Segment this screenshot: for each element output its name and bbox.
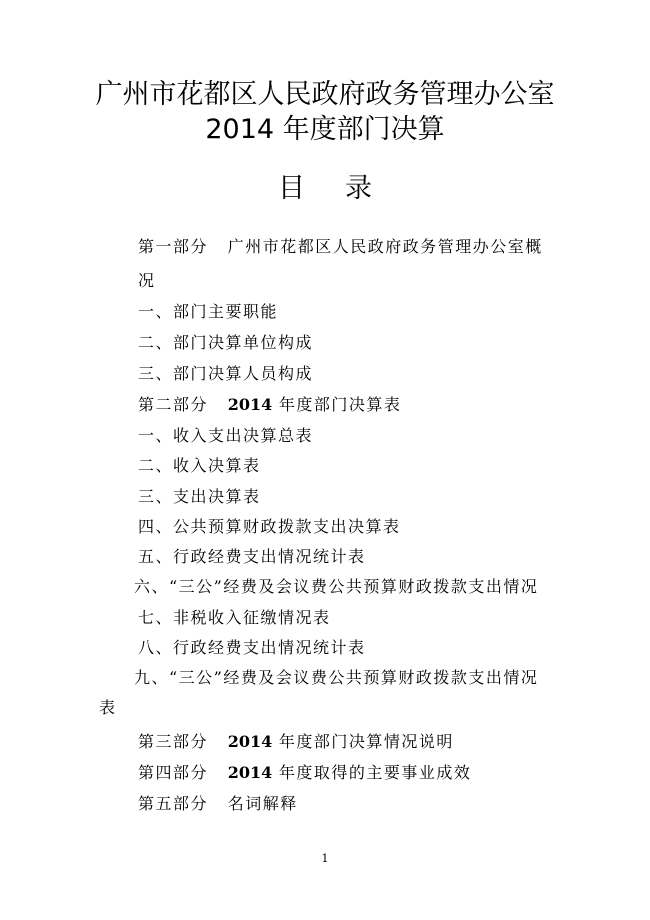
toc-part1-continuation: 况 <box>138 271 156 290</box>
toc-part2-label: 第二部分 <box>138 395 209 414</box>
toc-p1-item3: 三、部门决算人员构成 <box>138 364 314 383</box>
toc-part5 <box>138 793 298 815</box>
toc-part3-label: 第三部分 <box>138 732 209 751</box>
toc-part1 <box>138 236 543 258</box>
toc-part5-title: 名词解释 <box>227 794 298 813</box>
document-title-line1: 广州市花都区人民政府政务管理办公室 <box>95 79 555 110</box>
toc-p2-item5: 五、行政经费支出情况统计表 <box>138 547 366 566</box>
toc-part4-label: 第四部分 <box>138 763 209 782</box>
toc-part1-label: 第一部分 <box>138 237 209 256</box>
toc-part4-title: 年度取得的主要事业成效 <box>278 763 472 782</box>
toc-heading: 目录 <box>278 173 412 204</box>
toc-p2-item7: 七、非税收入征缴情况表 <box>138 608 331 627</box>
toc-part3-title: 年度部门决算情况说明 <box>278 732 454 751</box>
toc-p2-item4: 四、公共预算财政拨款支出决算表 <box>138 517 401 536</box>
toc-part3 <box>138 731 454 753</box>
toc-part2-title: 年度部门决算表 <box>278 395 402 414</box>
toc-part1-title: 广州市花都区人民政府政务管理办公室概 <box>227 237 543 256</box>
toc-p2-item8: 八、行政经费支出情况统计表 <box>138 638 366 657</box>
toc-p1-item2: 二、部门决算单位构成 <box>138 333 314 352</box>
toc-p2-item1: 一、收入支出决算总表 <box>138 426 314 445</box>
toc-part3-year: 2014 <box>227 732 273 751</box>
toc-p2-item9: 九、“三公”经费及会议费公共预算财政拨款支出情况 <box>134 668 539 687</box>
toc-part4 <box>138 762 471 784</box>
toc-p2-item9-continuation: 表 <box>99 698 117 717</box>
toc-p2-item2: 二、收入决算表 <box>138 456 261 475</box>
toc-part5-label: 第五部分 <box>138 794 209 813</box>
toc-p2-item6: 六、“三公”经费及会议费公共预算财政拨款支出情况 <box>134 577 539 596</box>
toc-p2-item3: 三、支出决算表 <box>138 487 261 506</box>
page-number: 1 <box>321 852 329 865</box>
document-title-line2: 2014 年度部门决算 <box>205 114 445 145</box>
toc-part4-year: 2014 <box>227 763 273 782</box>
toc-part2-year: 2014 <box>227 395 273 414</box>
toc-part2 <box>138 394 401 416</box>
toc-p1-item1: 一、部门主要职能 <box>138 302 279 321</box>
